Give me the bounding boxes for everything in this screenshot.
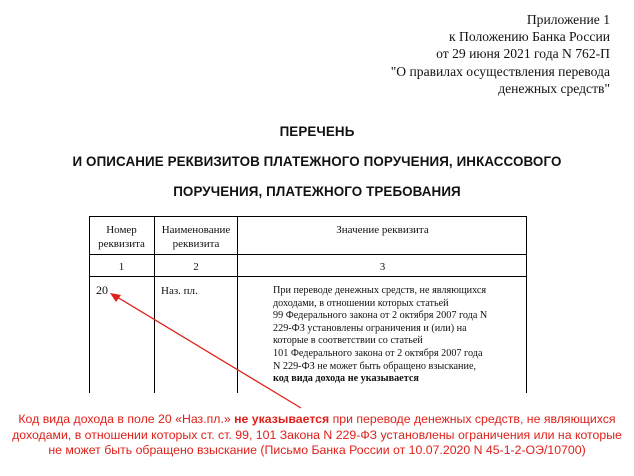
appendix-line: к Положению Банка России: [449, 29, 610, 45]
value-line: 101 Федерального закона от 2 октября 2007 года: [273, 347, 483, 359]
value-line: 229-ФЗ установлены ограничения и (или) на: [273, 322, 467, 334]
note-emphasis: не указывается: [234, 412, 330, 426]
appendix-line: денежных средств": [498, 80, 610, 96]
note-line-3: не может быть обращено взыскание (Письмо Банка России от 10.07.2020 N 45-1-2-ОЭ/10700): [48, 443, 586, 458]
column-number-3: 3: [379, 261, 386, 273]
document-subtitle-line-2: ПОРУЧЕНИЯ, ПЛАТЕЖНОГО ТРЕБОВАНИЯ: [173, 184, 461, 199]
header-text: реквизита: [98, 238, 145, 250]
column-number-2: 2: [193, 261, 199, 273]
value-bold-line: код вида дохода не указывается: [273, 373, 419, 385]
note-line-2: доходами, в отношении которых ст. ст. 99, 101 Закона N 229-ФЗ установлены ограничения или на которые: [12, 427, 622, 442]
requisite-name: Наз. пл.: [161, 285, 198, 297]
header-text: Номер: [106, 224, 137, 236]
document-title: ПЕРЕЧЕНЬ: [279, 124, 355, 139]
appendix-line: Приложение 1: [526, 12, 610, 27]
value-line: N 229-ФЗ не может быть обращено взыскание,: [273, 360, 477, 372]
value-line: доходами, в отношении которых статьей: [273, 297, 449, 309]
note-text: при переводе денежных средств, не являющихся: [329, 412, 616, 426]
header-text: Значение реквизита: [336, 224, 429, 236]
header-text: Наименование: [161, 224, 231, 236]
requisite-number: 20: [96, 283, 108, 297]
header-text: реквизита: [172, 238, 220, 250]
arrow-line: [117, 297, 301, 408]
value-line: 99 Федерального закона от 2 октября 2007 года N: [273, 310, 488, 322]
document-subtitle-line-1: И ОПИСАНИЕ РЕКВИЗИТОВ ПЛАТЕЖНОГО ПОРУЧЕНИЯ, ИНКАССОВОГО: [72, 154, 562, 169]
arrow-head: [110, 293, 121, 302]
value-line: которые в соответствии со статьей: [273, 335, 423, 347]
note-line-1: [10, 412, 624, 428]
value-line: При переводе денежных средств, не являющихся: [273, 285, 487, 296]
column-number-1: 1: [118, 261, 125, 273]
appendix-line: от 29 июня 2021 года N 762-П: [436, 46, 610, 62]
note-text: Код вида дохода в поле 20 «Наз.пл.»: [18, 412, 235, 426]
annotation-note: [10, 412, 624, 459]
appendix-line: "О правилах осуществления перевода: [390, 63, 610, 79]
